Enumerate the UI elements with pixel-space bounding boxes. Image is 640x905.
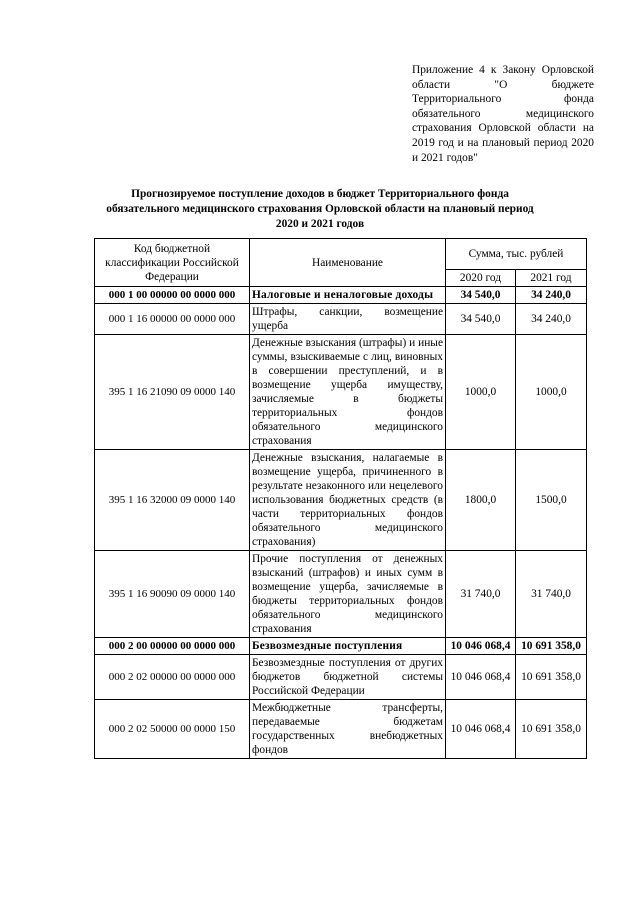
row-value-2021: 1000,0 [516,335,587,450]
document-title: Прогнозируемое поступление доходов в бюджет Территориального фонда обязательного медицинского страхования Орловской области на плановый период 2020 и 2021 годов [106,188,534,230]
row-value-2021: 10 691 358,0 [516,655,587,700]
row-code: 395 1 16 21090 09 0000 140 [95,335,250,450]
header-sum: Сумма, тыс. рублей [446,239,587,270]
table-row [95,638,587,655]
row-value-2020: 10 046 068,4 [446,638,516,655]
row-value-2020: 1000,0 [446,335,516,450]
table-row [95,655,587,700]
row-value-2020: 10 046 068,4 [446,700,516,759]
row-value-2020: 10 046 068,4 [446,655,516,700]
row-code: 000 1 16 00000 00 0000 000 [95,304,250,335]
appendix-note: Приложение 4 к Закону Орловской области "О бюджете Территориального фонда обязательного медицинского страхования Орловской области на 2019 год и на плановый период 2020 и 2021 годов" [412,64,594,164]
row-code: 000 2 00 00000 00 0000 000 [95,638,250,655]
row-code: 395 1 16 32000 09 0000 140 [95,450,250,551]
row-code: 000 2 02 00000 00 0000 000 [95,655,250,700]
row-name: Безвозмездные поступления [250,638,446,655]
row-value-2021: 31 740,0 [516,551,587,638]
header-code: Код бюджетной классификации Российской Федерации [95,239,250,287]
row-value-2021: 10 691 358,0 [516,700,587,759]
table-row [95,551,587,638]
row-name: Денежные взыскания (штрафы) и иные суммы, взыскиваемые с лиц, виновных в совершении преступлений, и в возмещение ущерба имуществу, зачисляемые в бюджеты территориальных фондов обязательного медицинского страхования [250,335,446,450]
row-name: Межбюджетные трансферты, передаваемые бюджетам государственных внебюджетных фондов [250,700,446,759]
table-row [95,304,587,335]
header-year-2021: 2021 год [516,270,587,287]
header-name: Наименование [250,239,446,287]
row-value-2020: 1800,0 [446,450,516,551]
row-code: 000 2 02 50000 00 0000 150 [95,700,250,759]
table-row [95,287,587,304]
row-name: Денежные взыскания, налагаемые в возмещение ущерба, причиненного в результате незаконного или нецелевого использования бюджетных средств (в части территориальных фондов обязательного медицинского страхования) [250,450,446,551]
table-row [95,700,587,759]
row-value-2021: 1500,0 [516,450,587,551]
row-value-2020: 34 540,0 [446,304,516,335]
row-value-2021: 34 240,0 [516,287,587,304]
row-name: Налоговые и неналоговые доходы [250,287,446,304]
row-value-2020: 34 540,0 [446,287,516,304]
row-name: Безвозмездные поступления от других бюджетов бюджетной системы Российской Федерации [250,655,446,700]
header-year-2020: 2020 год [446,270,516,287]
row-value-2021: 10 691 358,0 [516,638,587,655]
revenue-table [94,238,587,759]
row-value-2021: 34 240,0 [516,304,587,335]
row-name: Прочие поступления от денежных взысканий (штрафов) и иных сумм в возмещение ущерба, зачисляемые в бюджеты территориальных фондов обязательного медицинского страхования [250,551,446,638]
row-name: Штрафы, санкции, возмещение ущерба [250,304,446,335]
row-value-2020: 31 740,0 [446,551,516,638]
table-row [95,335,587,450]
row-code: 000 1 00 00000 00 0000 000 [95,287,250,304]
table-row [95,450,587,551]
row-code: 395 1 16 90090 09 0000 140 [95,551,250,638]
